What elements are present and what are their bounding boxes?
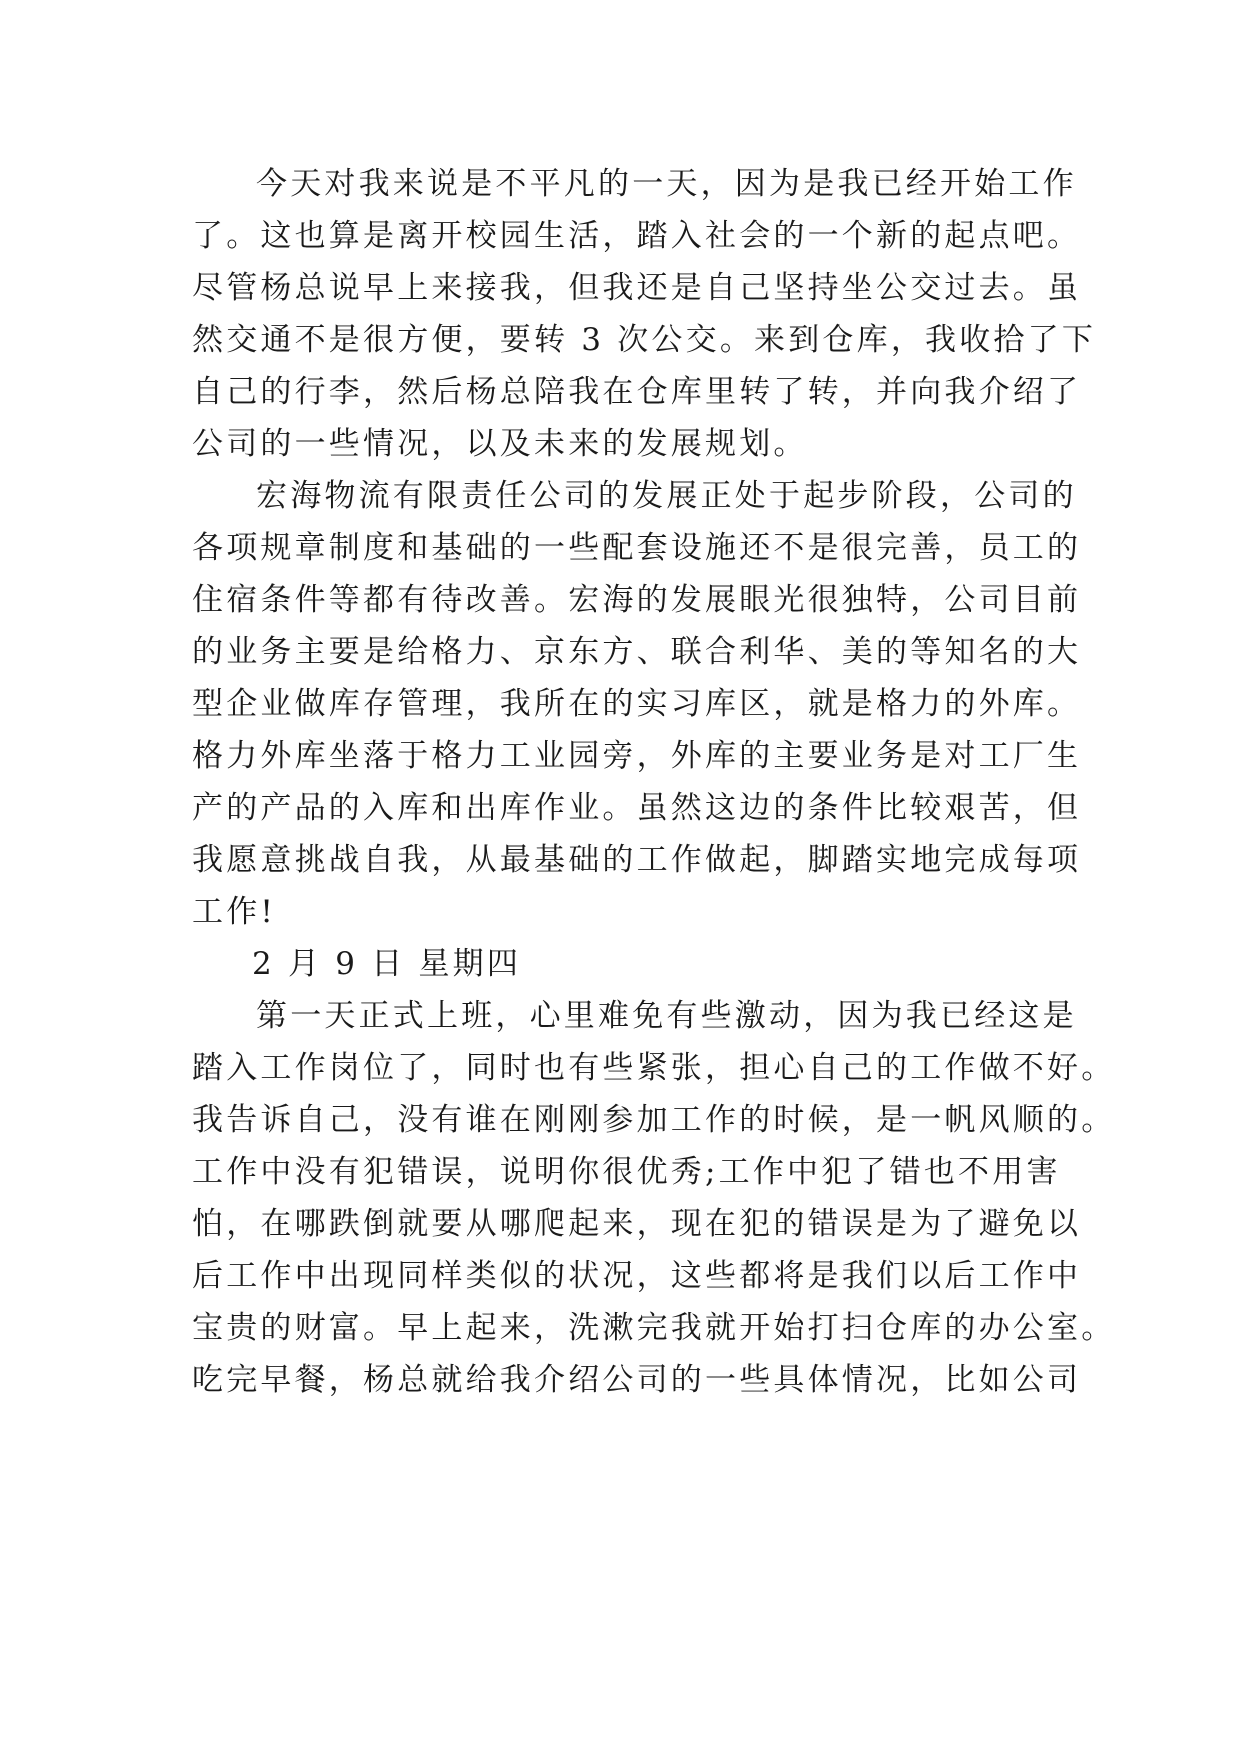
paragraph-2-line-8: 我愿意挑战自我，从最基础的工作做起，脚踏实地完成每项 [192, 842, 1082, 878]
paragraph-2-line-3: 住宿条件等都有待改善。宏海的发展眼光很独特，公司目前 [192, 582, 1082, 618]
paragraph-1-line-1: 今天对我来说是不平凡的一天，因为是我已经开始工作 [256, 166, 1077, 202]
paragraph-1-line-5: 自己的行李，然后杨总陪我在仓库里转了转，并向我介绍了 [192, 374, 1082, 410]
paragraph-3-line-6: 后工作中出现同样类似的状况，这些都将是我们以后工作中 [192, 1258, 1082, 1294]
paragraph-1-line-6: 公司的一些情况，以及未来的发展规划。 [192, 426, 808, 462]
paragraph-2-line-7: 产的产品的入库和出库作业。虽然这边的条件比较艰苦，但 [192, 790, 1082, 826]
paragraph-1-line-2: 了。这也算是离开校园生活，踏入社会的一个新的起点吧。 [192, 218, 1082, 254]
paragraph-3-line-7: 宝贵的财富。早上起来，洗漱完我就开始打扫仓库的办公室。 [192, 1310, 1116, 1346]
paragraph-3-line-2: 踏入工作岗位了，同时也有些紧张，担心自己的工作做不好。 [192, 1050, 1116, 1086]
paragraph-1-line-4: 然交通不是很方便，要转 3 次公交。来到仓库，我收拾了下 [192, 322, 1097, 358]
paragraph-2-line-4: 的业务主要是给格力、京东方、联合利华、美的等知名的大 [192, 634, 1082, 670]
paragraph-3-line-3: 我告诉自己，没有谁在刚刚参加工作的时候，是一帆风顺的。 [192, 1102, 1116, 1138]
paragraph-3-line-4: 工作中没有犯错误，说明你很优秀;工作中犯了错也不用害 [192, 1154, 1061, 1190]
paragraph-2-line-2: 各项规章制度和基础的一些配套设施还不是很完善，员工的 [192, 530, 1082, 566]
paragraph-1-line-3: 尽管杨总说早上来接我，但我还是自己坚持坐公交过去。虽 [192, 270, 1082, 306]
paragraph-3-line-5: 怕，在哪跌倒就要从哪爬起来，现在犯的错误是为了避免以 [192, 1206, 1082, 1242]
paragraph-3-line-1: 第一天正式上班，心里难免有些激动，因为我已经这是 [256, 998, 1077, 1034]
document-body [192, 158, 1116, 1406]
paragraph-3-line-8: 吃完早餐，杨总就给我介绍公司的一些具体情况，比如公司 [192, 1362, 1082, 1398]
date-heading: 2 月 9 日 星期四 [252, 946, 522, 982]
paragraph-2-line-9: 工作! [192, 894, 277, 930]
paragraph-2-line-5: 型企业做库存管理，我所在的实习库区，就是格力的外库。 [192, 686, 1082, 722]
paragraph-2-line-1: 宏海物流有限责任公司的发展正处于起步阶段，公司的 [256, 478, 1077, 514]
paragraph-2-line-6: 格力外库坐落于格力工业园旁，外库的主要业务是对工厂生 [192, 738, 1082, 774]
